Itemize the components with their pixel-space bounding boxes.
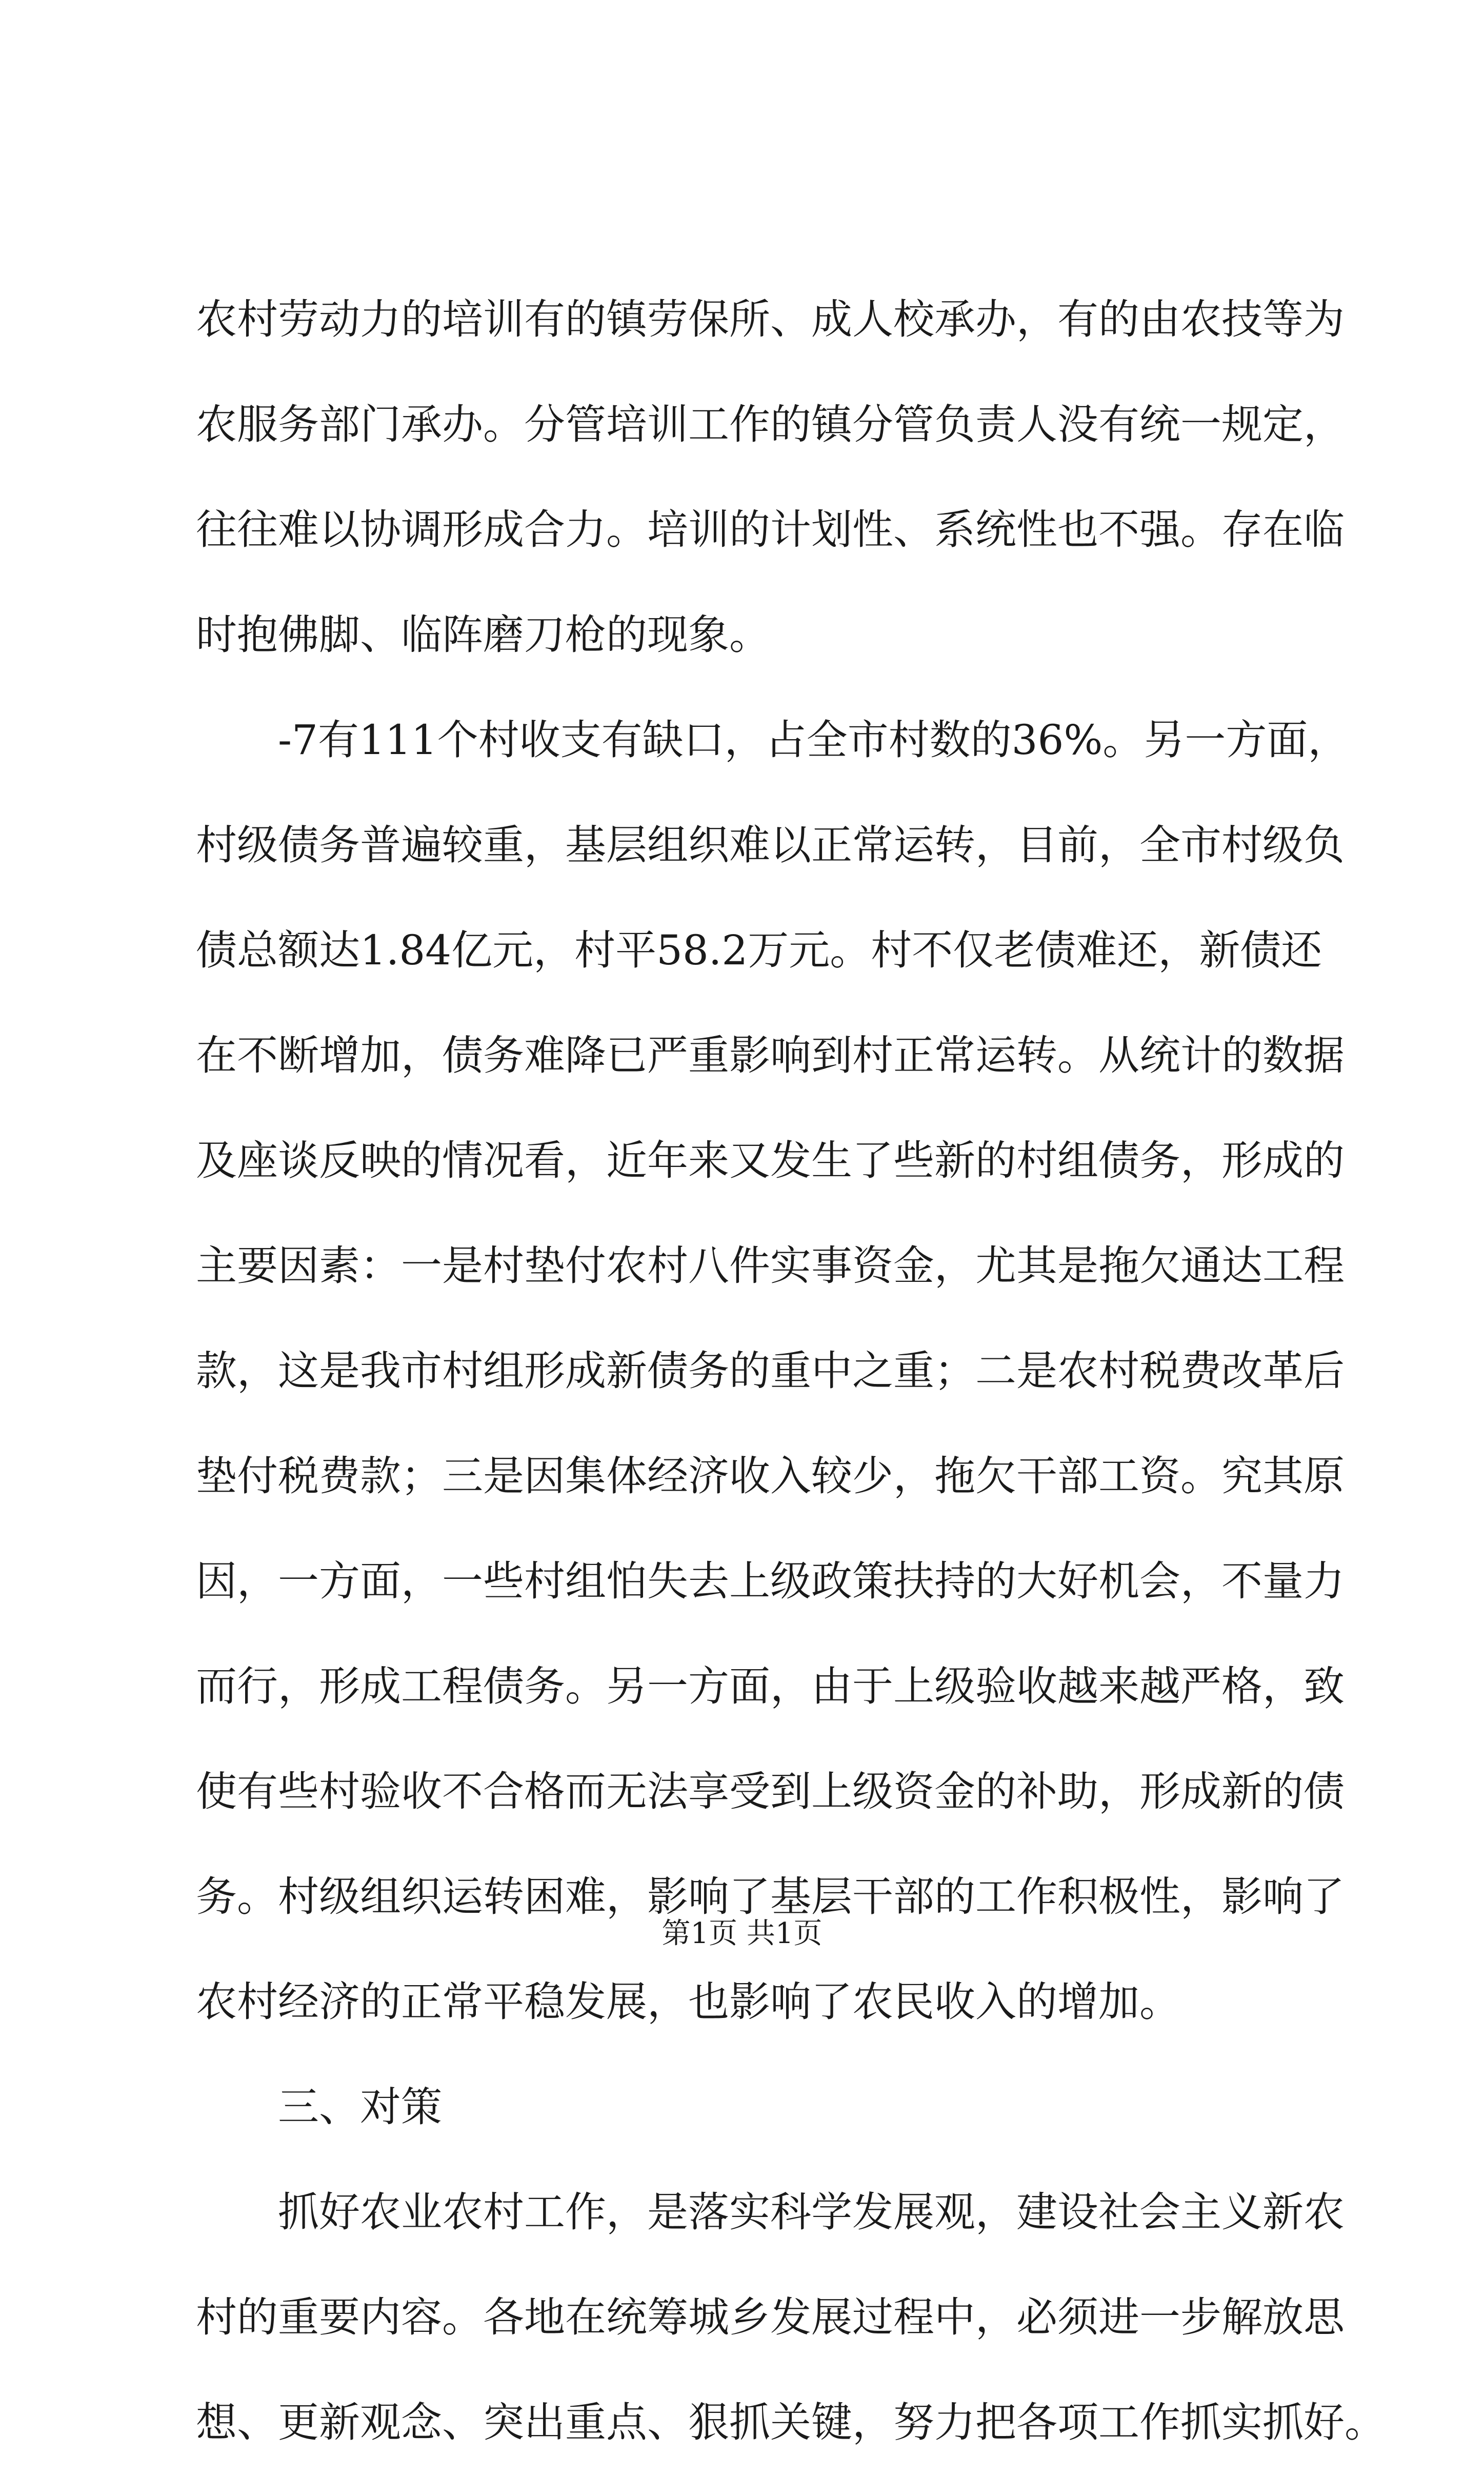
text-line: 往往难以协调形成合力。培训的计划性、系统性也不强。存在临 [196, 506, 1345, 553]
text-line: 及座谈反映的情况看，近年来又发生了些新的村组债务，形成的 [196, 1137, 1345, 1184]
text-line: 垫付税费款；三是因集体经济收入较少，拖欠干部工资。究其原 [196, 1452, 1345, 1500]
text-line: 主要因素：一是村垫付农村八件实事资金，尤其是拖欠通达工程 [196, 1242, 1345, 1290]
text-line: 村级债务普遍较重，基层组织难以正常运转，目前，全市村级负 [196, 821, 1345, 869]
text-line: 农村经济的正常平稳发展，也影响了农民收入的增加。 [196, 1978, 1180, 2026]
paragraph-first-line: -7有111个村收支有缺口，占全市村数的36%。另一方面， [278, 716, 1349, 764]
text-line: 款，这是我市村组形成新债务的重中之重；二是农村税费改革后 [196, 1347, 1345, 1395]
text-line: 农服务部门承办。分管培训工作的镇分管负责人没有统一规定， [196, 401, 1345, 448]
text-line: 时抱佛脚、临阵磨刀枪的现象。 [196, 611, 770, 659]
text-line: 想、更新观念、突出重点、狠抓关键，努力把各项工作抓实抓好。 [196, 2399, 1386, 2446]
text-line: 使有些村验收不合格而无法享受到上级资金的补助，形成新的债 [196, 1768, 1345, 1815]
document-body [196, 267, 1386, 2475]
text-line: 在不断增加，债务难降已严重影响到村正常运转。从统计的数据 [196, 1032, 1345, 1079]
page-number-footer: 第1页 共1页 [661, 1917, 823, 1950]
text-line: 务。村级组织运转困难，影响了基层干部的工作积极性，影响了 [196, 1873, 1345, 1920]
paragraph-first-line: 抓好农业农村工作，是落实科学发展观，建设社会主义新农 [278, 2188, 1345, 2236]
text-line: 而行，形成工程债务。另一方面，由于上级验收越来越严格，致 [196, 1662, 1345, 1710]
text-line: 村的重要内容。各地在统筹城乡发展过程中，必须进一步解放思 [196, 2293, 1345, 2341]
text-line: 农村劳动力的培训有的镇劳保所、成人校承办，有的由农技等为 [196, 295, 1345, 343]
text-line: 债总额达1.84亿元，村平58.2万元。村不仅老债难还，新债还 [196, 926, 1322, 974]
section-heading: 三、对策 [278, 2083, 442, 2131]
text-line: 因，一方面，一些村组怕失去上级政策扶持的大好机会，不量力 [196, 1557, 1345, 1605]
